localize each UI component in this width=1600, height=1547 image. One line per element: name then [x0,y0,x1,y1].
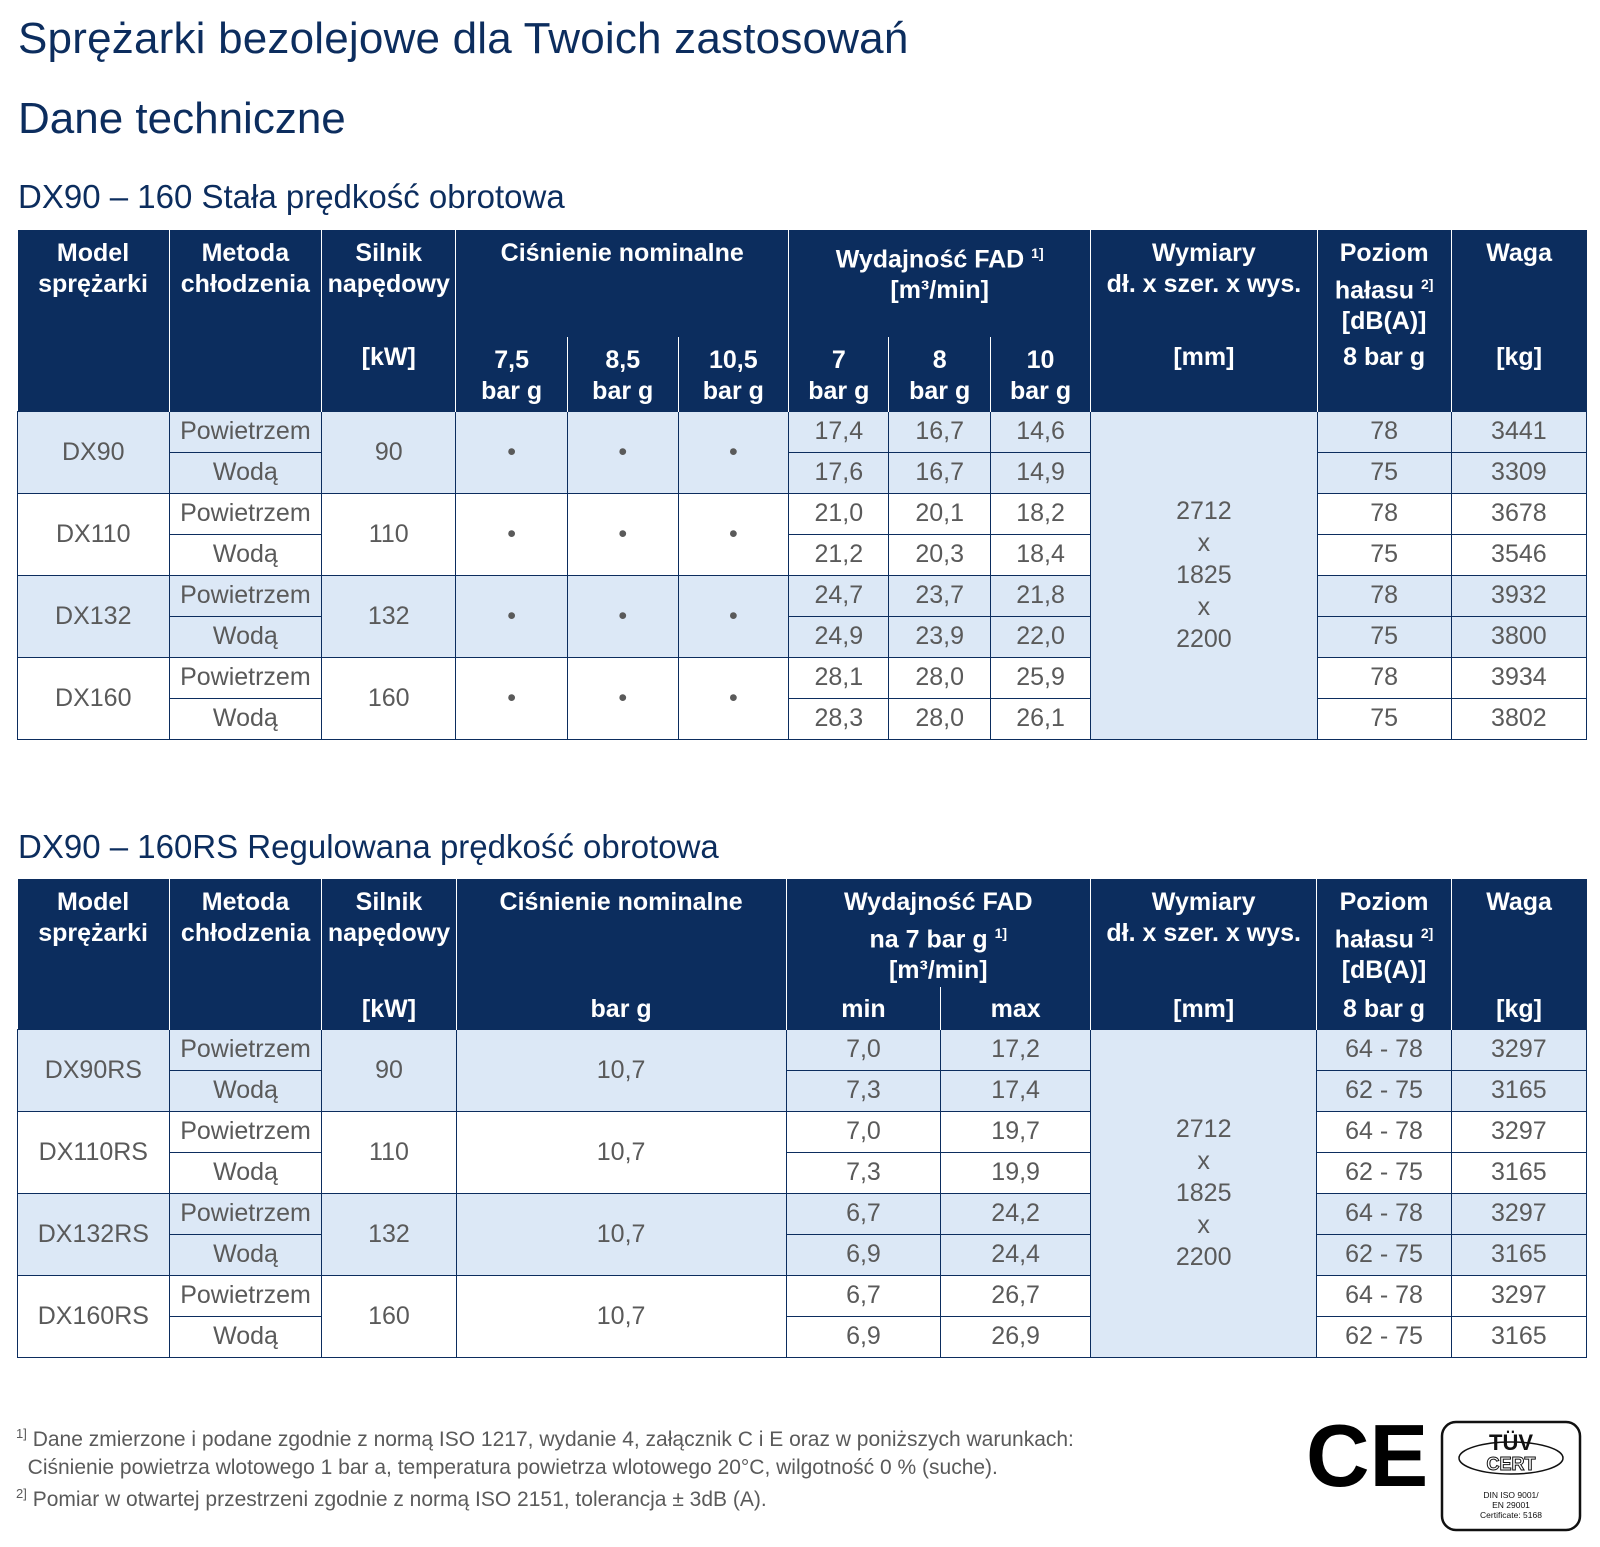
header-p2: 8,5 bar g [567,337,678,411]
weight-cell: 3800 [1451,616,1586,657]
table-row [18,1193,1587,1234]
fad-max-cell: 17,4 [941,1070,1091,1111]
model-cell: DX132RS [18,1193,170,1275]
header-weight-unit: [kg] [1451,987,1586,1029]
motor-cell: 160 [322,657,456,739]
motor-cell: 110 [322,1111,456,1193]
pressure-cell: 10,7 [456,1275,786,1357]
footnote-2: $^{2]}$ Pomiar w otwartej przestrzeni zgodnie z normą ISO 2151, tolerancja ± 3dB (A). [16,1486,767,1511]
pressure-available-dot: • [678,575,789,657]
cooling-cell: Powietrzem [169,1193,322,1234]
tuv-cert-logo-icon [1440,1420,1582,1532]
pressure-available-dot: • [456,657,568,739]
weight-cell: 3165 [1451,1234,1586,1275]
noise-cell: 64 - 78 [1317,1275,1451,1316]
motor-cell: 160 [322,1275,456,1357]
pressure-available-dot: • [678,411,789,493]
header-f2: 8 bar g [889,337,990,411]
cooling-cell: Wodą [169,452,322,493]
fad-cell: 22,0 [990,616,1090,657]
header-pressure-unit: bar g [456,987,786,1029]
weight-cell: 3546 [1451,534,1586,575]
header-cooling: Metoda chłodzenia [169,230,322,411]
pressure-available-dot: • [456,493,568,575]
header-motor-unit: [kW] [322,987,456,1029]
fad-cell: 24,9 [789,616,889,657]
model-cell: DX110RS [18,1111,170,1193]
header-model: Model sprężarki [18,879,170,1029]
table-row [18,657,1587,698]
header-f1: 7 bar g [789,337,889,411]
header-f3: 10 bar g [990,337,1090,411]
table-row [18,452,1587,493]
motor-cell: 132 [322,1193,456,1275]
motor-cell: 110 [322,493,456,575]
fad-cell: 25,9 [990,657,1090,698]
noise-cell: 62 - 75 [1317,1316,1451,1357]
header-noise: Poziom hałasu $^{2]}$ [dB(A)] [1317,879,1451,987]
table-row [18,1152,1587,1193]
fad-cell: 18,4 [990,534,1090,575]
cooling-cell: Powietrzem [169,657,322,698]
header-noise: Poziom hałasu $^{2]}$ [dB(A)] [1317,230,1451,337]
pressure-available-dot: • [678,493,789,575]
cooling-cell: Powietrzem [169,1275,322,1316]
motor-cell: 90 [322,411,456,493]
cooling-cell: Wodą [169,534,322,575]
model-cell: DX160RS [18,1275,170,1357]
header-noise-unit: 8 bar g [1317,337,1451,411]
fad-min-cell: 7,3 [786,1152,941,1193]
weight-cell: 3441 [1451,411,1586,452]
noise-cell: 75 [1317,616,1451,657]
pressure-available-dot: • [567,493,678,575]
svg-text:TÜV: TÜV [1489,1430,1533,1455]
fad-cell: 28,1 [789,657,889,698]
noise-cell: 64 - 78 [1317,1029,1451,1070]
ce-mark-icon [1306,1406,1429,1505]
cooling-cell: Wodą [169,1152,322,1193]
fad-min-cell: 6,7 [786,1193,941,1234]
fad-min-cell: 7,0 [786,1029,941,1070]
header-pressure: Ciśnienie nominalne [456,230,789,337]
noise-cell: 64 - 78 [1317,1193,1451,1234]
fad-min-cell: 6,9 [786,1316,941,1357]
model-cell: DX90 [18,411,170,493]
table1-heading: DX90 – 160 Stała prędkość obrotowa [18,178,565,215]
fad-min-cell: 6,7 [786,1275,941,1316]
footnote-1: $^{1]}$ Dane zmierzone i podane zgodnie z normą ISO 1217, wydanie 4, załącznik C i E oraz w poniższych warunkach: Ciśnienie powietrza wlotowego 1 bar a, temperatura powietrza wlotowego 20°C, wilgotność 0 % (suche). [16,1426,1074,1479]
fad-cell: 23,9 [889,616,990,657]
pressure-available-dot: • [567,575,678,657]
fad-cell: 20,1 [889,493,990,534]
weight-cell: 3934 [1451,657,1586,698]
header-dim-unit: [mm] [1091,337,1317,411]
fad-cell: 18,2 [990,493,1090,534]
header-weight: Waga [1451,879,1586,987]
fad-max-cell: 26,9 [941,1316,1091,1357]
weight-cell: 3932 [1451,575,1586,616]
dimensions-cell: 2712 x 1825 x 2200 [1090,1029,1316,1357]
weight-cell: 3297 [1451,1275,1586,1316]
fad-cell: 21,8 [990,575,1090,616]
pressure-cell: 10,7 [456,1111,786,1193]
weight-cell: 3297 [1451,1111,1586,1152]
table-row [18,411,1587,452]
fad-cell: 17,4 [789,411,889,452]
cooling-cell: Wodą [169,698,322,739]
pressure-cell: 10,7 [456,1029,786,1111]
svg-text:Certificate: 5168: Certificate: 5168 [1480,1510,1542,1520]
fad-cell: 28,0 [889,698,990,739]
weight-cell: 3165 [1451,1070,1586,1111]
weight-cell: 3297 [1451,1029,1586,1070]
header-cooling: Metoda chłodzenia [169,879,322,1029]
fad-cell: 24,7 [789,575,889,616]
fad-cell: 16,7 [889,452,990,493]
noise-cell: 78 [1317,575,1451,616]
noise-cell: 78 [1317,657,1451,698]
header-motor: Silnik napędowy [322,879,456,987]
table-row [18,1275,1587,1316]
header-fad: Wydajność FAD $^{1]}$ [m³/min] [789,230,1091,337]
header-fad: Wydajność FAD na 7 bar g $^{1]}$ [m³/min] [786,879,1090,987]
header-motor: Silnik napędowy [322,230,456,337]
fad-cell: 16,7 [889,411,990,452]
page-title: Sprężarki bezolejowe dla Twoich zastosowań [18,14,909,63]
noise-cell: 64 - 78 [1317,1111,1451,1152]
fad-max-cell: 24,4 [941,1234,1091,1275]
fad-min-cell: 7,3 [786,1070,941,1111]
header-noise-unit: 8 bar g [1317,987,1451,1029]
svg-text:EN 29001: EN 29001 [1492,1500,1530,1510]
noise-cell: 62 - 75 [1317,1234,1451,1275]
weight-cell: 3165 [1451,1316,1586,1357]
fad-cell: 26,1 [990,698,1090,739]
pressure-available-dot: • [456,411,568,493]
pressure-available-dot: • [678,657,789,739]
cooling-cell: Wodą [169,616,322,657]
pressure-available-dot: • [456,575,568,657]
noise-cell: 62 - 75 [1317,1070,1451,1111]
header-fad-max: max [941,987,1091,1029]
cooling-cell: Powietrzem [169,1111,322,1152]
table-row [18,616,1587,657]
header-dimensions: Wymiary dł. x szer. x wys. [1091,230,1317,337]
model-cell: DX160 [18,657,170,739]
model-cell: DX132 [18,575,170,657]
variable-speed-table [17,879,1587,1358]
motor-cell: 90 [322,1029,456,1111]
fad-max-cell: 26,7 [941,1275,1091,1316]
pressure-cell: 10,7 [456,1193,786,1275]
fad-max-cell: 17,2 [941,1029,1091,1070]
fad-cell: 28,3 [789,698,889,739]
noise-cell: 78 [1317,411,1451,452]
pressure-available-dot: • [567,657,678,739]
weight-cell: 3802 [1451,698,1586,739]
cooling-cell: Powietrzem [169,1029,322,1070]
model-cell: DX90RS [18,1029,170,1111]
cooling-cell: Wodą [169,1316,322,1357]
table-row [18,1316,1587,1357]
fad-cell: 21,0 [789,493,889,534]
table-row [18,698,1587,739]
table-row [18,534,1587,575]
header-p1: 7,5 bar g [456,337,568,411]
cooling-cell: Powietrzem [169,493,322,534]
cooling-cell: Powietrzem [169,411,322,452]
table-row [18,1111,1587,1152]
noise-cell: 75 [1317,534,1451,575]
fad-cell: 20,3 [889,534,990,575]
header-weight: Waga [1451,230,1586,337]
fad-cell: 17,6 [789,452,889,493]
fad-min-cell: 6,9 [786,1234,941,1275]
weight-cell: 3165 [1451,1152,1586,1193]
table-row [18,1070,1587,1111]
svg-text:CERT: CERT [1486,1454,1536,1474]
header-fad-min: min [786,987,941,1029]
fad-cell: 21,2 [789,534,889,575]
fad-max-cell: 19,9 [941,1152,1091,1193]
cooling-cell: Wodą [169,1070,322,1111]
header-model: Model sprężarki [18,230,170,411]
page-subtitle: Dane techniczne [18,94,346,143]
fad-max-cell: 24,2 [941,1193,1091,1234]
cooling-cell: Powietrzem [169,575,322,616]
noise-cell: 78 [1317,493,1451,534]
dimensions-cell: 2712 x 1825 x 2200 [1091,411,1317,739]
table-row [18,493,1587,534]
fad-max-cell: 19,7 [941,1111,1091,1152]
pressure-available-dot: • [567,411,678,493]
model-cell: DX110 [18,493,170,575]
header-p3: 10,5 bar g [678,337,789,411]
fad-cell: 23,7 [889,575,990,616]
weight-cell: 3297 [1451,1193,1586,1234]
header-motor-unit: [kW] [322,337,456,411]
fad-min-cell: 7,0 [786,1111,941,1152]
table-row [18,1234,1587,1275]
header-weight-unit: [kg] [1451,337,1586,411]
fixed-speed-table [17,230,1587,740]
svg-text:CE: CE [1306,1406,1429,1505]
fad-cell: 14,9 [990,452,1090,493]
header-pressure: Ciśnienie nominalne [456,879,786,987]
svg-text:DIN ISO 9001/: DIN ISO 9001/ [1483,1490,1539,1500]
motor-cell: 132 [322,575,456,657]
fad-cell: 28,0 [889,657,990,698]
weight-cell: 3309 [1451,452,1586,493]
table2-heading: DX90 – 160RS Regulowana prędkość obrotowa [18,828,719,865]
table-row [18,575,1587,616]
fad-cell: 14,6 [990,411,1090,452]
noise-cell: 62 - 75 [1317,1152,1451,1193]
table-row [18,1029,1587,1070]
header-dim-unit: [mm] [1090,987,1316,1029]
cooling-cell: Wodą [169,1234,322,1275]
header-dimensions: Wymiary dł. x szer. x wys. [1090,879,1316,987]
weight-cell: 3678 [1451,493,1586,534]
noise-cell: 75 [1317,452,1451,493]
noise-cell: 75 [1317,698,1451,739]
